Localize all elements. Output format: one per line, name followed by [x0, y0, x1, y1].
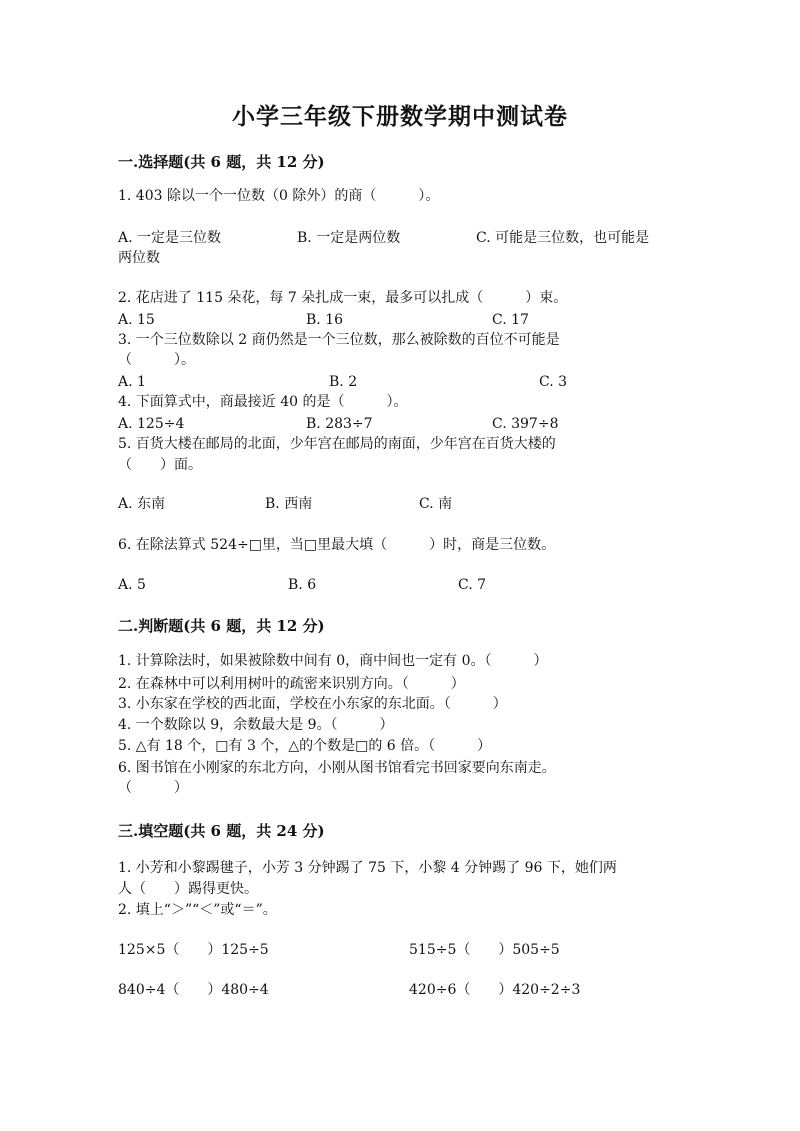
option-c: C. 17 [492, 312, 529, 328]
compare-expression: 420÷6（ ）420÷2÷3 [409, 982, 581, 998]
judge-item: 5. △有 18 个，□有 3 个，△的个数是□的 6 倍。（ ） [118, 738, 492, 754]
section-heading-judge: 二.判断题(共 6 题，共 12 分) [118, 617, 325, 635]
option-c: C. 3 [539, 374, 568, 390]
option-b: B. 一定是两位数 [297, 230, 401, 246]
option-b: B. 283÷7 [306, 416, 373, 432]
question-stem-continued: （ ）。 [118, 352, 195, 368]
judge-item: 3. 小东家在学校的西北面，学校在小东家的东北面。（ ） [118, 696, 507, 712]
compare-expression: 515÷5（ ）505÷5 [409, 942, 560, 958]
section-heading-choice: 一.选择题(共 6 题，共 12 分) [118, 153, 325, 171]
option-a: A. 15 [118, 312, 155, 328]
question-stem: 6. 在除法算式 524÷□里，当□里最大填（ ）时，商是三位数。 [118, 537, 556, 553]
judge-item-continued: （ ） [118, 780, 188, 796]
question-stem: 4. 下面算式中，商最接近 40 的是（ ）。 [118, 394, 408, 410]
compare-expression: 840÷4（ ）480÷4 [118, 982, 269, 998]
option-c: C. 7 [458, 577, 487, 593]
question-stem-continued: （ ）面。 [118, 457, 202, 473]
option-a: A. 1 [118, 374, 146, 390]
option-b: B. 16 [306, 312, 344, 328]
option-b: B. 6 [288, 577, 317, 593]
judge-item: 4. 一个数除以 9，余数最大是 9。（ ） [118, 717, 394, 733]
option-a: A. 5 [118, 577, 146, 593]
question-stem: 2. 花店进了 115 朵花，每 7 朵扎成一束，最多可以扎成（ ）束。 [118, 290, 568, 306]
compare-expression: 125×5（ ）125÷5 [118, 942, 269, 958]
section-heading-fill: 三.填空题(共 6 题，共 24 分) [118, 822, 325, 840]
option-a: A. 一定是三位数 [118, 230, 222, 246]
judge-item: 6. 图书馆在小刚家的东北方向，小刚从图书馆看完书回家要向东南走。 [118, 760, 556, 776]
judge-item: 2. 在森林中可以利用树叶的疏密来识别方向。（ ） [118, 676, 465, 692]
option-b: B. 2 [329, 374, 358, 390]
question-stem: 3. 一个三位数除以 2 商仍然是一个三位数，那么被除数的百位不可能是 [118, 332, 560, 348]
fill-question: 1. 小芳和小黎踢毽子，小芳 3 分钟踢了 75 下，小黎 4 分钟踢了 96 下，她们两 [118, 860, 617, 876]
page-title: 小学三年级下册数学期中测试卷 [232, 103, 568, 130]
option-b: B. 西南 [265, 496, 313, 512]
option-c: C. 397÷8 [492, 416, 559, 432]
option-c: C. 南 [419, 496, 453, 512]
question-stem: 5. 百货大楼在邮局的北面，少年宫在邮局的南面，少年宫在百货大楼的 [118, 436, 556, 452]
option-c-continued: 两位数 [118, 250, 160, 266]
option-c: C. 可能是三位数，也可能是 [476, 230, 650, 246]
fill-question: 2. 填上“＞”“＜”或“＝”。 [118, 902, 277, 918]
option-a: A. 东南 [118, 496, 166, 512]
judge-item: 1. 计算除法时，如果被除数中间有 0，商中间也一定有 0。（ ） [118, 653, 548, 669]
option-a: A. 125÷4 [118, 416, 185, 432]
question-stem: 1. 403 除以一个一位数（0 除外）的商（ ）。 [118, 188, 440, 204]
fill-question-continued: 人（ ）踢得更快。 [118, 881, 258, 897]
